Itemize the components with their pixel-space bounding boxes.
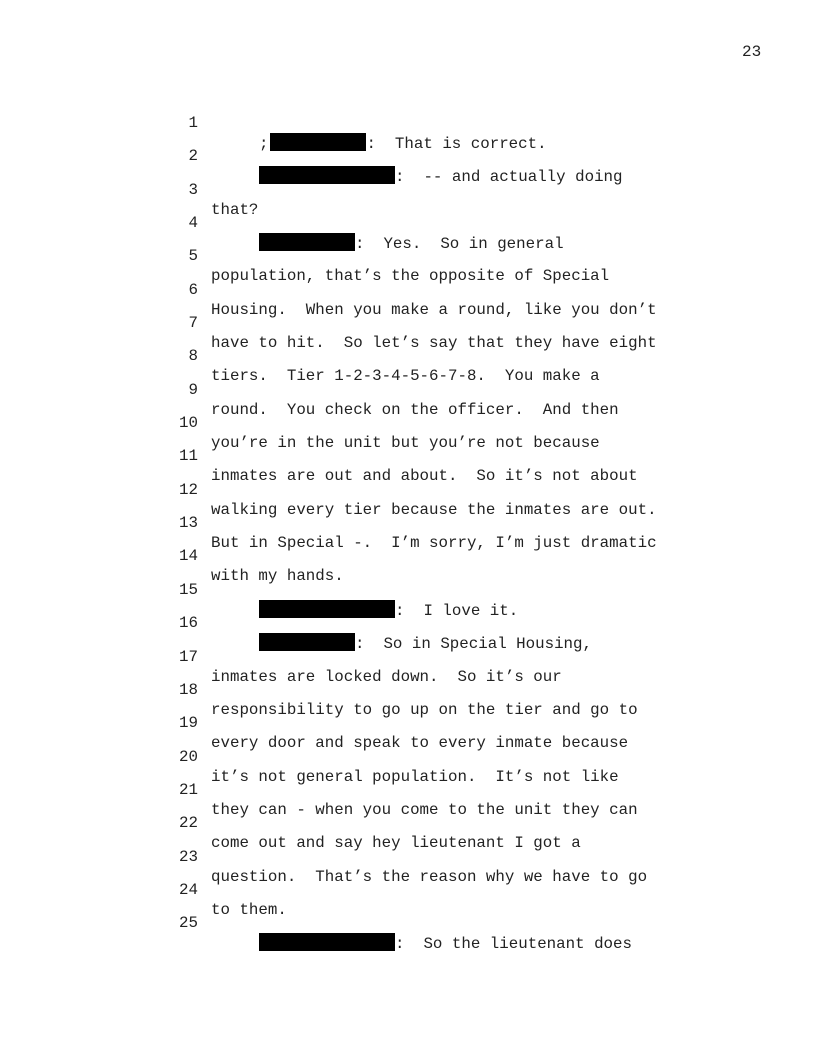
- transcript-line: [0, 693, 816, 753]
- line-number: 14: [179, 547, 198, 566]
- transcript-line: [0, 226, 816, 286]
- line-text: Housing. When you make a round, like you don’t: [211, 300, 657, 319]
- transcript-line: [0, 426, 816, 486]
- line-text: it’s not general population. It’s not like: [211, 767, 619, 786]
- transcript-line: [0, 760, 816, 819]
- line-number: 8: [188, 347, 198, 366]
- line-number: 20: [179, 747, 198, 766]
- line-text: responsibility to go up on the tier and go to: [211, 700, 638, 719]
- transcript-line: [0, 827, 816, 886]
- transcript-line: [0, 893, 816, 954]
- line-text: : I love it.: [395, 601, 519, 620]
- line-text: have to hit. So let’s say that they have eight: [211, 334, 657, 353]
- line-number: 6: [188, 280, 198, 299]
- transcript-line: [0, 260, 816, 319]
- transcript-line: [0, 860, 816, 919]
- line-number: 4: [188, 214, 198, 233]
- line-text: every door and speak to every inmate because: [211, 734, 629, 753]
- line-number: 13: [179, 514, 198, 533]
- line-number: 1: [188, 114, 198, 132]
- line-number: 2: [188, 147, 198, 166]
- line-text: population, that’s the opposite of Special: [211, 267, 610, 286]
- line-number: 7: [188, 314, 198, 333]
- line-text: walking every tier because the inmates are out.: [211, 500, 657, 519]
- line-number: 16: [179, 614, 198, 633]
- line-text: tiers. Tier 1-2-3-4-5-6-7-8. You make a: [211, 367, 600, 386]
- transcript-line: [0, 727, 816, 786]
- line-text: come out and say hey lieutenant I got a: [211, 834, 581, 853]
- line-number: 18: [179, 680, 198, 699]
- transcript-line: [0, 560, 816, 620]
- line-number: 5: [188, 247, 198, 266]
- line-number: 12: [179, 480, 198, 499]
- redacted-speaker-name: [259, 933, 395, 951]
- line-text: : So the lieutenant does: [395, 935, 632, 954]
- line-text: inmates are locked down. So it’s our: [211, 667, 562, 686]
- line-number: 9: [188, 380, 198, 399]
- line-text: question. That’s the reason why we have to go: [211, 867, 648, 886]
- line-number: 11: [179, 447, 198, 466]
- transcript-line: [0, 360, 816, 419]
- transcript-line: [0, 393, 816, 453]
- page-number: 23: [742, 43, 762, 61]
- transcript-line: [0, 460, 816, 519]
- transcript-line: [0, 793, 816, 853]
- transcript-line: [0, 493, 816, 553]
- line-number: 17: [179, 647, 198, 666]
- line-text: inmates are out and about. So it’s not about: [211, 467, 638, 486]
- line-number: 3: [188, 180, 198, 199]
- line-text: round. You check on the officer. And then: [211, 400, 619, 419]
- line-text: to them.: [211, 900, 287, 919]
- transcript-body: [0, 93, 816, 954]
- line-number: 15: [179, 580, 198, 599]
- line-text: : That is correct.: [366, 135, 547, 153]
- line-text: : -- and actually doing: [395, 168, 623, 187]
- transcript-line: [0, 193, 816, 254]
- line-text: with my hands.: [211, 567, 344, 586]
- line-number: 23: [179, 847, 198, 866]
- line-text: you’re in the unit but you’re not because: [211, 434, 600, 453]
- transcript-line: [0, 526, 816, 586]
- transcript-line: [0, 326, 816, 386]
- line-number: 24: [179, 880, 198, 899]
- transcript-line: [0, 160, 816, 219]
- line-number: 19: [179, 714, 198, 733]
- transcript-line: [0, 93, 816, 153]
- transcript-line: [0, 660, 816, 719]
- line-number: 22: [179, 814, 198, 833]
- transcript-line: [0, 293, 816, 353]
- line-text: they can - when you come to the unit they can: [211, 800, 638, 819]
- line-text: : So in Special Housing,: [355, 635, 592, 654]
- line-text: But in Special -. I’m sorry, I’m just dramatic: [211, 534, 657, 553]
- line-text: : Yes. So in general: [355, 235, 564, 254]
- transcript-line: [0, 126, 816, 187]
- line-text: that?: [211, 200, 259, 219]
- line-number: 10: [179, 414, 198, 433]
- transcript-line: [0, 627, 816, 686]
- speaker-prefix: ;: [259, 135, 269, 153]
- line-number: 25: [179, 914, 198, 933]
- speaker-line: [259, 933, 632, 954]
- transcript-line: [0, 593, 816, 654]
- line-number: 21: [179, 780, 198, 799]
